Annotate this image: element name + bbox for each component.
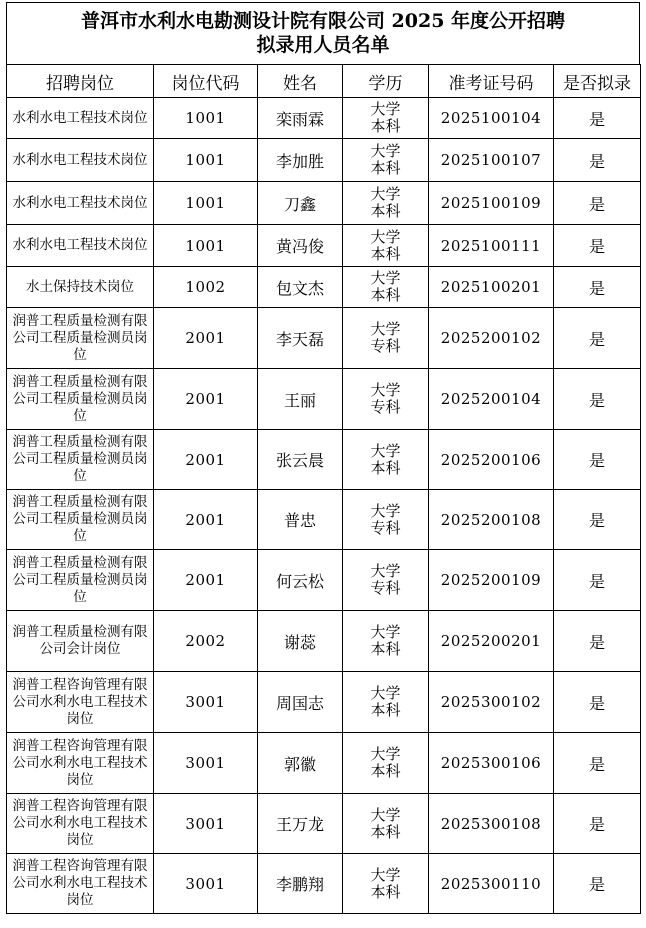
cell-name: 普忠 [258, 490, 343, 550]
cell-exam-number: 2025200108 [429, 490, 554, 550]
cell-education [343, 854, 429, 914]
cell-position: 润普工程咨询管理有限公司水利水电工程技术岗位 [7, 672, 154, 733]
cell-code: 2001 [154, 308, 258, 369]
table-row [7, 430, 641, 490]
education-level: 大学 [370, 142, 401, 160]
cell-position: 润普工程咨询管理有限公司水利水电工程技术岗位 [7, 794, 154, 854]
cell-position: 润普工程咨询管理有限公司水利水电工程技术岗位 [7, 854, 154, 914]
cell-code: 2001 [154, 369, 258, 430]
education-degree: 专科 [370, 398, 401, 416]
header-exam-number: 准考证号码 [429, 65, 554, 98]
cell-name: 刀鑫 [258, 182, 343, 225]
cell-education [343, 308, 429, 369]
cell-code: 3001 [154, 733, 258, 794]
education-level: 大学 [370, 320, 401, 338]
cell-code: 1001 [154, 182, 258, 225]
cell-exam-number: 2025100201 [429, 267, 554, 308]
table-header-row [7, 65, 641, 98]
header-position: 招聘岗位 [7, 65, 154, 98]
cell-position: 水利水电工程技术岗位 [7, 225, 154, 267]
cell-name: 谢蕊 [258, 611, 343, 672]
cell-name: 周国志 [258, 672, 343, 733]
table-row [7, 854, 641, 914]
education-level: 大学 [370, 805, 401, 824]
title-line-1: 普洱市水利水电勘测设计院有限公司 2025 年度公开招聘 [80, 10, 566, 32]
cell-recommended: 是 [554, 182, 641, 225]
education-degree: 本科 [370, 202, 401, 220]
cell-position: 润普工程质量检测有限公司工程质量检测员岗位 [7, 369, 154, 430]
header-name: 姓名 [258, 65, 343, 98]
cell-name: 栾雨霖 [258, 98, 343, 139]
cell-position: 润普工程质量检测有限公司工程质量检测员岗位 [7, 308, 154, 369]
cell-code: 1002 [154, 267, 258, 308]
education-degree: 本科 [370, 458, 401, 477]
education-degree: 专科 [370, 579, 401, 597]
cell-recommended: 是 [554, 369, 641, 430]
cell-exam-number: 2025200102 [429, 308, 554, 369]
cell-recommended: 是 [554, 672, 641, 733]
cell-recommended: 是 [554, 98, 641, 139]
table-row [7, 490, 641, 550]
education-level: 大学 [370, 381, 401, 399]
cell-education [343, 267, 429, 308]
education-level: 大学 [370, 684, 401, 702]
cell-code: 2001 [154, 550, 258, 611]
cell-name: 李天磊 [258, 308, 343, 369]
cell-exam-number: 2025300102 [429, 672, 554, 733]
cell-education [343, 139, 429, 182]
results-table [6, 64, 641, 914]
cell-exam-number: 2025100107 [429, 139, 554, 182]
education-level: 大学 [370, 745, 401, 763]
education-degree: 本科 [370, 244, 401, 263]
table-row [7, 182, 641, 225]
cell-recommended: 是 [554, 611, 641, 672]
cell-name: 张云晨 [258, 430, 343, 490]
cell-exam-number: 2025100104 [429, 98, 554, 139]
cell-education [343, 733, 429, 794]
cell-code: 2002 [154, 611, 258, 672]
cell-recommended: 是 [554, 490, 641, 550]
cell-name: 黄冯俊 [258, 225, 343, 267]
cell-recommended: 是 [554, 430, 641, 490]
header-education: 学历 [343, 65, 429, 98]
education-level: 大学 [370, 269, 401, 287]
cell-exam-number: 2025300106 [429, 733, 554, 794]
table-row [7, 139, 641, 182]
cell-recommended: 是 [554, 139, 641, 182]
table-row [7, 672, 641, 733]
cell-education [343, 794, 429, 854]
cell-education [343, 490, 429, 550]
education-level: 大学 [370, 501, 401, 520]
cell-position: 润普工程质量检测有限公司工程质量检测员岗位 [7, 430, 154, 490]
education-degree: 本科 [370, 882, 401, 901]
cell-education [343, 182, 429, 225]
education-level: 大学 [370, 441, 401, 460]
cell-exam-number: 2025200106 [429, 430, 554, 490]
cell-education [343, 225, 429, 267]
cell-recommended: 是 [554, 854, 641, 914]
header-code: 岗位代码 [154, 65, 258, 98]
cell-code: 2001 [154, 490, 258, 550]
cell-education [343, 550, 429, 611]
education-level: 大学 [370, 562, 401, 580]
table-row [7, 308, 641, 369]
cell-position: 润普工程咨询管理有限公司水利水电工程技术岗位 [7, 733, 154, 794]
cell-recommended: 是 [554, 225, 641, 267]
education-degree: 本科 [370, 762, 401, 780]
cell-name: 王丽 [258, 369, 343, 430]
cell-recommended: 是 [554, 550, 641, 611]
education-level: 大学 [370, 623, 401, 641]
cell-exam-number: 2025200104 [429, 369, 554, 430]
cell-name: 李加胜 [258, 139, 343, 182]
cell-education [343, 672, 429, 733]
cell-code: 1001 [154, 225, 258, 267]
cell-position: 水利水电工程技术岗位 [7, 98, 154, 139]
document-title [6, 2, 640, 64]
education-level: 大学 [370, 865, 401, 884]
cell-position: 润普工程质量检测有限公司工程质量检测员岗位 [7, 490, 154, 550]
education-level: 大学 [370, 185, 401, 203]
education-level: 大学 [370, 227, 401, 246]
education-degree: 本科 [370, 822, 401, 841]
education-degree: 专科 [370, 518, 401, 537]
cell-exam-number: 2025200201 [429, 611, 554, 672]
cell-code: 3001 [154, 854, 258, 914]
cell-recommended: 是 [554, 794, 641, 854]
document-sheet [6, 2, 640, 914]
cell-code: 1001 [154, 139, 258, 182]
cell-education [343, 98, 429, 139]
cell-exam-number: 2025100111 [429, 225, 554, 267]
education-degree: 本科 [370, 159, 401, 177]
cell-position: 润普工程质量检测有限公司工程质量检测员岗位 [7, 550, 154, 611]
table-row [7, 794, 641, 854]
cell-education [343, 430, 429, 490]
cell-exam-number: 2025100109 [429, 182, 554, 225]
cell-position: 水利水电工程技术岗位 [7, 182, 154, 225]
table-row [7, 733, 641, 794]
table-row [7, 267, 641, 308]
cell-recommended: 是 [554, 267, 641, 308]
cell-code: 2001 [154, 430, 258, 490]
table-row [7, 550, 641, 611]
cell-name: 何云松 [258, 550, 343, 611]
cell-recommended: 是 [554, 308, 641, 369]
header-recommended: 是否拟录 [554, 65, 641, 98]
cell-position: 水土保持技术岗位 [7, 267, 154, 308]
education-degree: 本科 [370, 286, 401, 304]
cell-code: 3001 [154, 672, 258, 733]
education-degree: 本科 [370, 701, 401, 719]
cell-code: 1001 [154, 98, 258, 139]
education-degree: 本科 [370, 640, 401, 658]
cell-name: 包文杰 [258, 267, 343, 308]
table-row [7, 369, 641, 430]
cell-name: 李鹏翔 [258, 854, 343, 914]
cell-name: 王万龙 [258, 794, 343, 854]
cell-exam-number: 2025300108 [429, 794, 554, 854]
education-degree: 专科 [370, 337, 401, 355]
cell-recommended: 是 [554, 733, 641, 794]
cell-position: 润普工程质量检测有限公司会计岗位 [7, 611, 154, 672]
cell-education [343, 369, 429, 430]
cell-exam-number: 2025300110 [429, 854, 554, 914]
cell-education [343, 611, 429, 672]
table-row [7, 225, 641, 267]
cell-exam-number: 2025200109 [429, 550, 554, 611]
cell-position: 水利水电工程技术岗位 [7, 139, 154, 182]
education-degree: 本科 [370, 117, 401, 135]
cell-name: 郭徽 [258, 733, 343, 794]
table-row [7, 611, 641, 672]
title-line-2: 拟录用人员名单 [256, 34, 390, 56]
education-level: 大学 [370, 100, 401, 118]
table-row [7, 98, 641, 139]
cell-code: 3001 [154, 794, 258, 854]
